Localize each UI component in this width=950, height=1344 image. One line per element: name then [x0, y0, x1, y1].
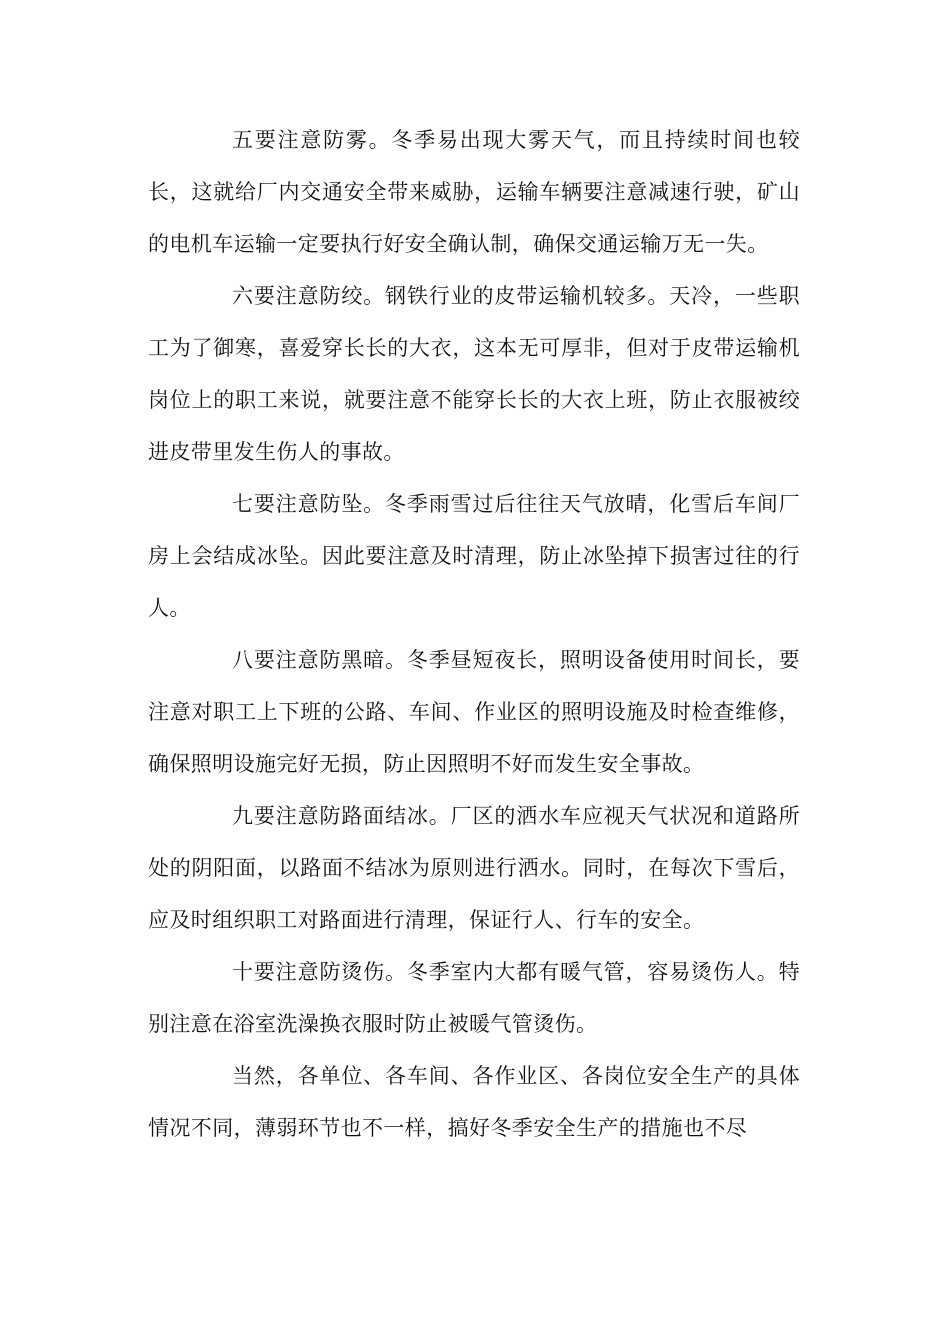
- paragraph-darkness: 八要注意防黑暗。冬季昼短夜长，照明设备使用时间长，要注意对职工上下班的公路、车间、作业区的照明设施及时检查维修，确保照明设施完好无损，防止因照明不好而发生安全事故。: [148, 648, 800, 776]
- paragraph-burns: 十要注意防烫伤。冬季室内大都有暖气管，容易烫伤人。特别注意在浴室洗澡换衣服时防止被暖气管烫伤。: [148, 960, 800, 1036]
- paragraph-conclusion: 当然，各单位、各车间、各作业区、各岗位安全生产的具体情况不同，薄弱环节也不一样，搞好冬季安全生产的措施也不尽: [148, 1064, 800, 1140]
- document-body: [148, 114, 800, 1154]
- paragraph-fog: 五要注意防雾。冬季易出现大雾天气，而且持续时间也较长，这就给厂内交通安全带来威胁，运输车辆要注意减速行驶，矿山的电机车运输一定要执行好安全确认制，确保交通运输万无一失。: [148, 128, 800, 256]
- paragraph-entanglement: 六要注意防绞。钢铁行业的皮带运输机较多。天冷，一些职工为了御寒，喜爱穿长长的大衣，这本无可厚非，但对于皮带运输机岗位上的职工来说，就要注意不能穿长长的大衣上班，防止衣服被绞进皮带里发生伤人的事故。: [148, 284, 800, 464]
- paragraph-icicles: 七要注意防坠。冬季雨雪过后往往天气放晴，化雪后车间厂房上会结成冰坠。因此要注意及时清理，防止冰坠掉下损害过往的行人。: [148, 492, 800, 620]
- paragraph-road-ice: 九要注意防路面结冰。厂区的洒水车应视天气状况和道路所处的阴阳面，以路面不结冰为原则进行洒水。同时，在每次下雪后，应及时组织职工对路面进行清理，保证行人、行车的安全。: [148, 804, 800, 932]
